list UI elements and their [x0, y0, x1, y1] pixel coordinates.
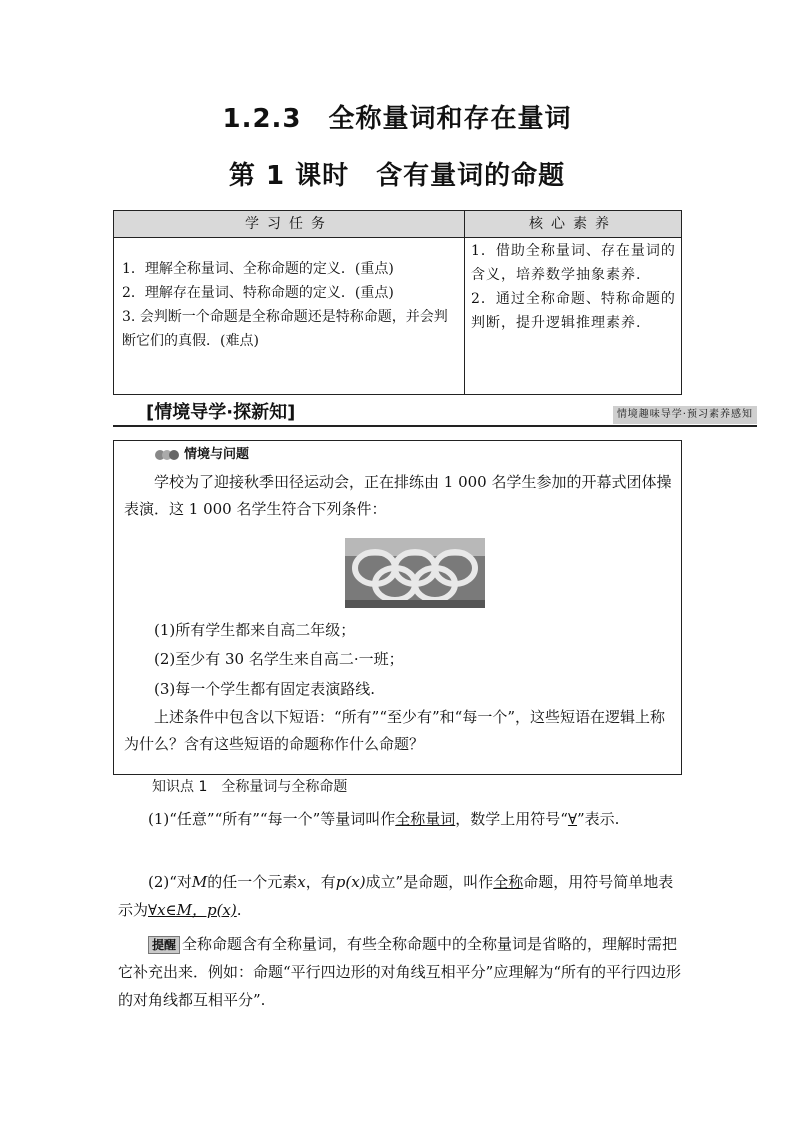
knowledge-point-heading: 知识点 1 全称量词与全称命题	[152, 779, 348, 795]
section-banner	[113, 398, 757, 428]
task-item: 1．理解全称量词、全称命题的定义．(重点)	[122, 261, 394, 277]
task-item: 3. 会判断一个命题是全称命题还是特称命题，并会判断它们的真假．(难点)	[122, 309, 448, 349]
math-var: p(x)	[335, 873, 366, 891]
formula-universal: ∀x∈M，p(x)	[148, 901, 237, 919]
text-run: .	[236, 901, 242, 919]
text-run: 的任一个元素	[207, 873, 298, 891]
scenario-box	[113, 440, 682, 775]
scenario-label-text: 情境与问题	[184, 447, 250, 462]
section-rule	[113, 425, 757, 427]
literacy-item: 1．借助全称量词、存在量词的含义，培养数学抽象素养.	[471, 243, 676, 283]
condition-item: (1)所有学生都来自高二年级；	[154, 621, 356, 639]
condition-item: (3)每一个学生都有固定表演路线.	[154, 680, 376, 698]
text-run: 命题，用符号简单地表示为	[118, 873, 674, 919]
text-run: (1)“任意”“所有”“每一个”等量词叫作	[148, 810, 396, 828]
lesson-title: 第 1 课时 含有量词的命题	[228, 161, 566, 191]
section-tag: 情境趣味导学·预习素养感知	[613, 406, 757, 424]
literacy-item: 2．通过全称命题、特称命题的判断，提升逻辑推理素养.	[471, 291, 676, 331]
knowledge-paragraph-1	[118, 805, 683, 833]
core-literacy-header: 核心素养	[465, 211, 681, 238]
text-run: ”表示.	[577, 810, 620, 828]
knowledge-paragraph-2	[118, 868, 683, 924]
text-run: 全称命题含有全称量词，有些全称命题中的全称量词是省略的，理解时需把它补充出来．例如：命题“平行四边形的对角线互相平分”应理解为“所有的平行四边形的对角线都互相平分”.	[118, 935, 682, 1009]
olympic-rings-graphic	[345, 538, 485, 608]
condition-item: (2)至少有 30 名学生来自高二·一班；	[154, 650, 404, 668]
scenario-label	[154, 445, 249, 465]
scenario-icon	[154, 447, 180, 463]
scenario-intro: 学校为了迎接秋季田径运动会，正在排练由 1 000 名学生参加的开幕式团体操表演．这 1 000 名学生符合下列条件：	[124, 473, 672, 518]
symbol-forall: ∀	[567, 810, 578, 828]
remind-badge: 提醒	[148, 936, 180, 954]
table-divider	[464, 237, 465, 395]
objectives-table	[113, 210, 682, 395]
term-universal: 全称	[493, 873, 524, 891]
learning-tasks-header: 学习任务	[114, 211, 465, 238]
math-var: x	[297, 873, 306, 891]
term-universal-quantifier: 全称量词	[395, 810, 456, 828]
scenario-question: 上述条件中包含以下短语：“所有”“至少有”和“每一个”，这些短语在逻辑上称为什么？含有这些短语的命题称作什么命题？	[124, 708, 666, 753]
text-run: ，数学上用符号“	[455, 810, 568, 828]
math-var: M	[191, 873, 208, 891]
task-item: 2．理解存在量词、特称命题的定义．(重点)	[122, 285, 394, 301]
section-title: 1.2.3 全称量词和存在量词	[222, 104, 572, 134]
text-run: (2)“对	[148, 873, 192, 891]
olympic-rings-photo	[345, 538, 485, 608]
core-literacy-list	[471, 239, 676, 335]
text-run: ，有	[305, 873, 336, 891]
learning-tasks-list	[122, 257, 458, 353]
section-banner-title: [情境导学·探新知]	[146, 402, 296, 423]
knowledge-paragraph-3	[118, 930, 683, 1014]
text-run: 成立”是命题，叫作	[365, 873, 494, 891]
